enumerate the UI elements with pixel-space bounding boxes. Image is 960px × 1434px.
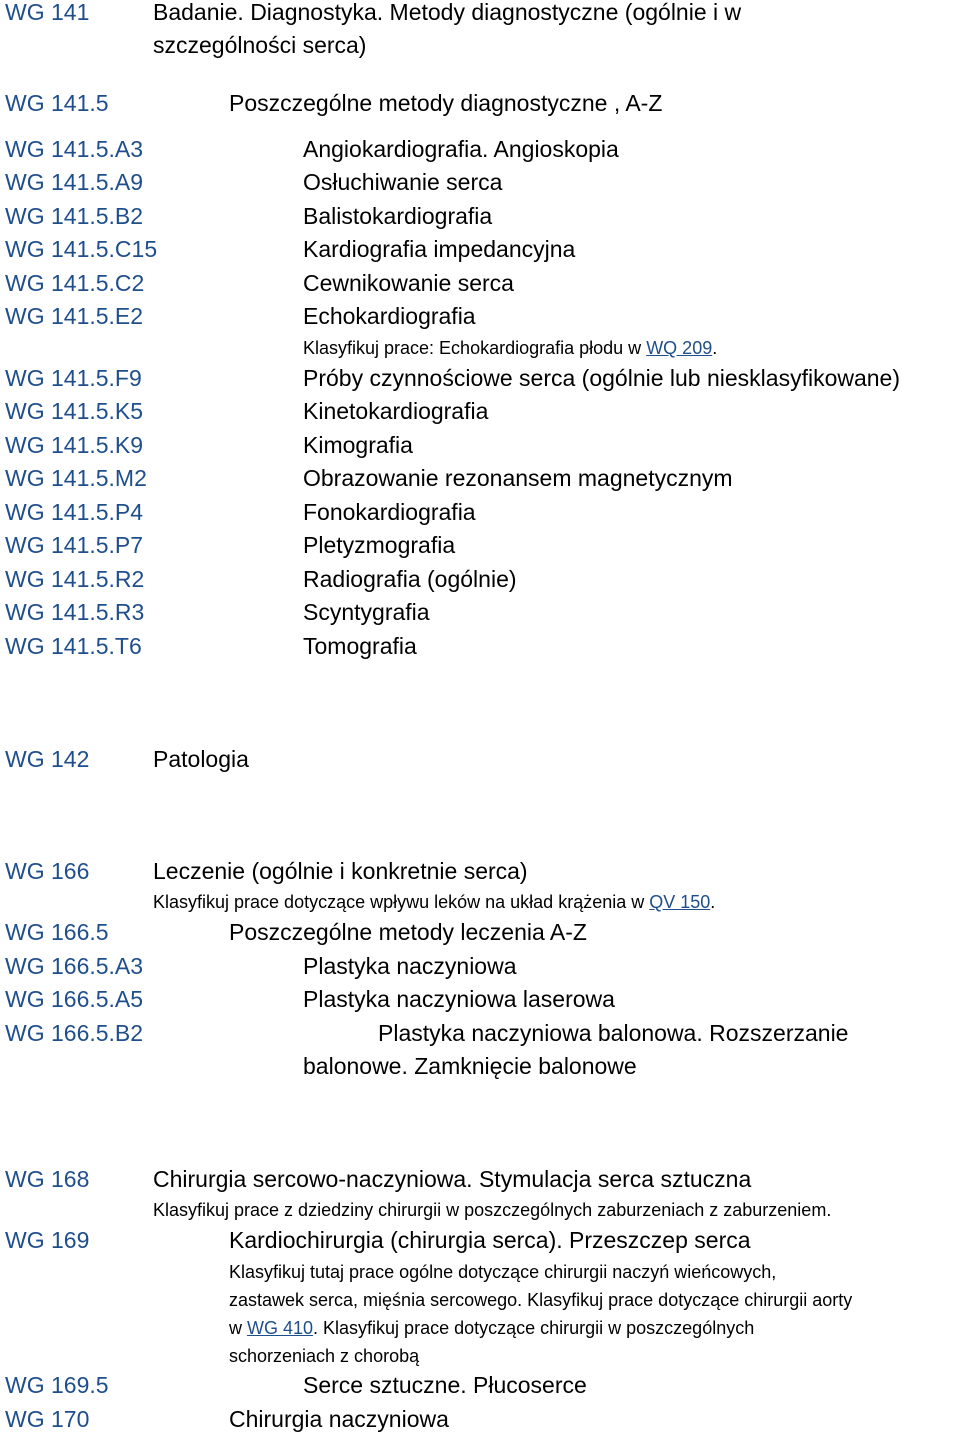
- entry-title: Scyntygrafia: [303, 599, 430, 625]
- entry-title: Radiografia (ogólnie): [303, 566, 517, 592]
- entry-title: Plastyka naczyniowa balonowa. Rozszerzanie: [378, 1020, 849, 1046]
- class-code: WG 169.5: [5, 1372, 109, 1398]
- class-code: WG 166.5: [5, 919, 109, 945]
- class-code: WG 141.5.B2: [5, 203, 144, 229]
- entry-title: Leczenie (ogólnie i konkretnie serca): [153, 858, 528, 884]
- class-code: WG 166.5.A5: [5, 986, 144, 1012]
- entry-title: Chirurgia sercowo-naczyniowa. Stymulacja serca sztuczna: [153, 1166, 752, 1192]
- note-text: .: [710, 892, 716, 912]
- class-code: WG 166.5.B2: [5, 1020, 144, 1046]
- class-code: WG 141.5.C2: [5, 270, 145, 296]
- ref-link-qv150[interactable]: QV 150: [649, 892, 711, 912]
- class-code: WG 141.5.M2: [5, 465, 147, 491]
- entry-title: Badanie. Diagnostyka. Metody diagnostyczne (ogólnie i w: [153, 0, 742, 25]
- class-code: WG 141.5.A9: [5, 169, 144, 195]
- class-code: WG 170: [5, 1406, 90, 1432]
- entry-title: Poszczególne metody leczenia A-Z: [229, 919, 587, 945]
- entry-title: Kardiochirurgia (chirurgia serca). Przeszczep serca: [229, 1227, 751, 1253]
- class-code: WG 166: [5, 858, 90, 884]
- classification-note: [229, 1316, 754, 1340]
- entry-title: Echokardiografia: [303, 303, 476, 329]
- class-code: WG 141.5.E2: [5, 303, 144, 329]
- entry-title: Tomografia: [303, 633, 417, 659]
- entry-title: Chirurgia naczyniowa: [229, 1406, 449, 1432]
- class-code: WG 168: [5, 1166, 90, 1192]
- class-code: WG 141.5: [5, 90, 109, 116]
- class-code: WG 141.5.R2: [5, 566, 145, 592]
- classification-note: Klasyfikuj tutaj prace ogólne dotyczące chirurgii naczyń wieńcowych,: [229, 1262, 777, 1282]
- classification-note: [153, 890, 715, 914]
- entry-title: Kimografia: [303, 432, 413, 458]
- entry-title: Patologia: [153, 746, 249, 772]
- note-text: . Klasyfikuj prace dotyczące chirurgii w poszczególnych: [313, 1318, 755, 1338]
- note-text: Klasyfikuj prace: Echokardiografia płodu w: [303, 338, 647, 358]
- ref-link-wg410[interactable]: WG 410: [247, 1318, 314, 1338]
- entry-title: Serce sztuczne. Płucoserce: [303, 1372, 587, 1398]
- entry-title: Plastyka naczyniowa: [303, 953, 517, 979]
- note-text: w: [229, 1318, 247, 1338]
- entry-title: Kardiografia impedancyjna: [303, 236, 576, 262]
- class-code: WG 141.5.C15: [5, 236, 158, 262]
- classification-note: zastawek serca, mięśnia sercowego. Klasyfikuj prace dotyczące chirurgii aorty: [229, 1290, 853, 1310]
- classification-note: Klasyfikuj prace z dziedziny chirurgii w poszczególnych zaburzeniach z zaburzeniem.: [153, 1200, 832, 1220]
- entry-title: Balistokardiografia: [303, 203, 493, 229]
- entry-title: Cewnikowanie serca: [303, 270, 514, 296]
- class-code: WG 141.5.F9: [5, 365, 142, 391]
- entry-title: Obrazowanie rezonansem magnetycznym: [303, 465, 733, 491]
- class-code: WG 141.5.T6: [5, 633, 142, 659]
- class-code: WG 141.5.R3: [5, 599, 145, 625]
- classification-note: schorzeniach z chorobą: [229, 1346, 420, 1366]
- entry-title: Osłuchiwanie serca: [303, 169, 503, 195]
- class-code: WG 141.5.K9: [5, 432, 144, 458]
- note-text: Klasyfikuj prace dotyczące wpływu leków na układ krążenia w: [153, 892, 650, 912]
- ref-link-wq209[interactable]: WQ 209: [646, 338, 713, 358]
- entry-title: Poszczególne metody diagnostyczne , A-Z: [229, 90, 663, 116]
- class-code: WG 141.5.K5: [5, 398, 144, 424]
- entry-title-cont: balonowe. Zamknięcie balonowe: [303, 1053, 637, 1079]
- entry-title: Angiokardiografia. Angioskopia: [303, 136, 619, 162]
- class-code: WG 141.5.A3: [5, 136, 144, 162]
- class-code: WG 166.5.A3: [5, 953, 144, 979]
- note-text: .: [712, 338, 718, 358]
- class-code: WG 141.5.P4: [5, 499, 144, 525]
- entry-title: Kinetokardiografia: [303, 398, 489, 424]
- entry-title: Fonokardiografia: [303, 499, 476, 525]
- entry-title-cont: szczególności serca): [153, 32, 367, 58]
- class-code: WG 142: [5, 746, 90, 772]
- class-code: WG 141.5.P7: [5, 532, 144, 558]
- classification-note: [303, 336, 717, 360]
- class-code: WG 141: [5, 0, 90, 25]
- entry-title: Plastyka naczyniowa laserowa: [303, 986, 615, 1012]
- entry-title: Pletyzmografia: [303, 532, 456, 558]
- entry-title: Próby czynnościowe serca (ogólnie lub niesklasyfikowane): [303, 365, 901, 391]
- class-code: WG 169: [5, 1227, 90, 1253]
